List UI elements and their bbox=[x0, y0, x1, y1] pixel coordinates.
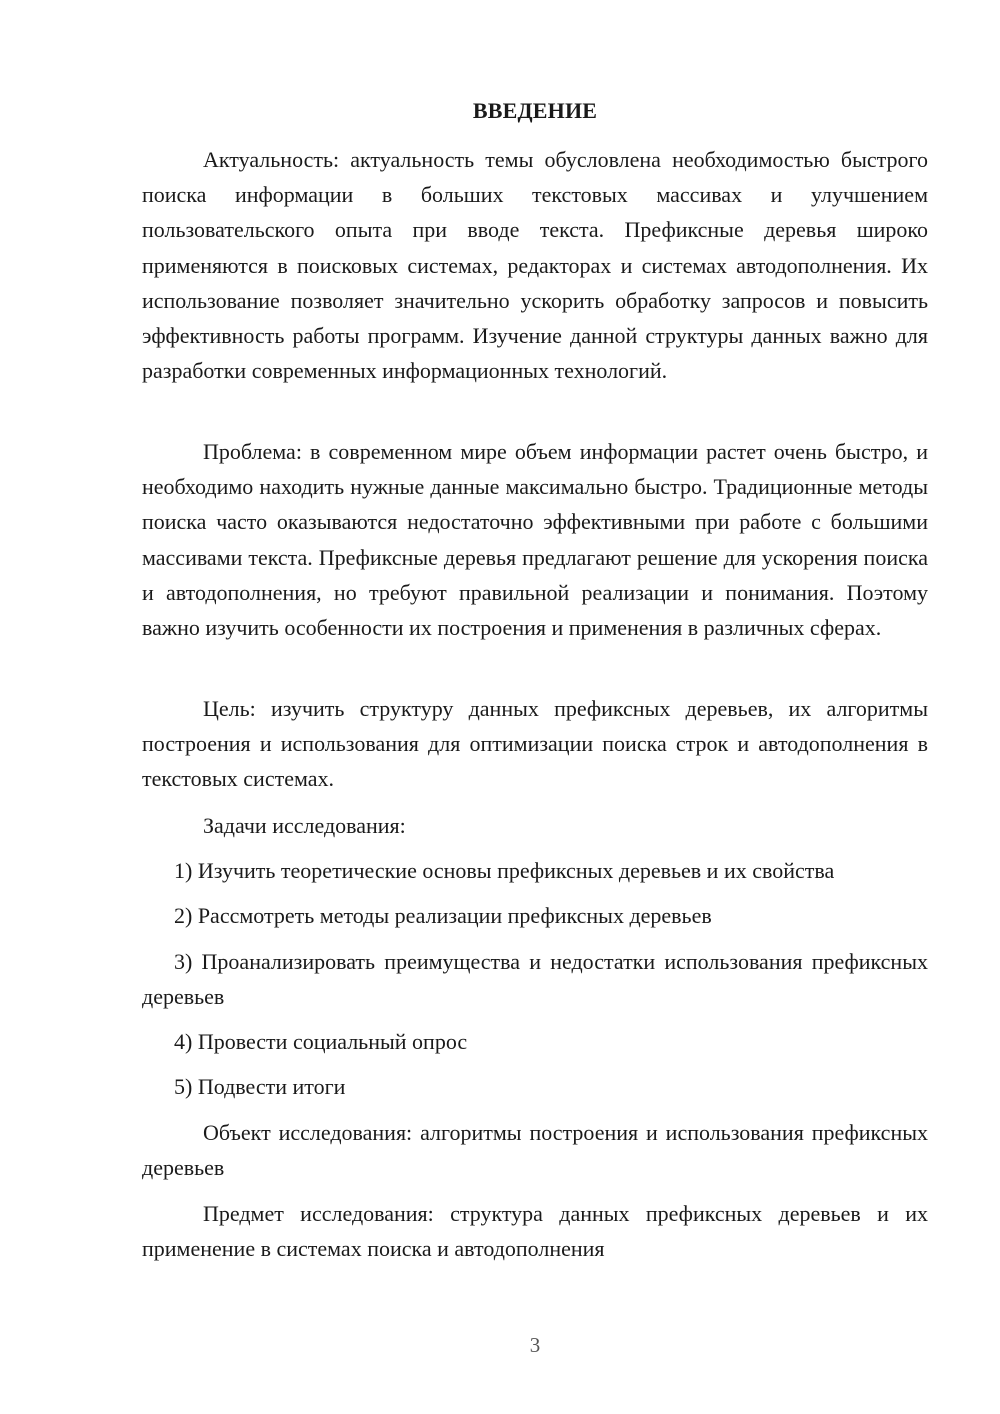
task-item-4: 4) Провести социальный опрос bbox=[174, 1029, 468, 1054]
task-item-3: 3) Проанализировать преимущества и недостатки использования префиксных деревьев bbox=[142, 949, 928, 1010]
tasks-heading: Задачи исследования: bbox=[203, 813, 406, 838]
subject-paragraph: Предмет исследования: структура данных префиксных деревьев и их применение в системах поиска и автодополнения bbox=[142, 1201, 928, 1262]
problem-paragraph: Проблема: в современном мире объем информации растет очень быстро, и необходимо находить нужные данные максимально быстро. Традиционные методы поиска часто оказываются недостаточно эффективными при работе с большими массивами текста. Префиксные деревья предлагают решение для ускорения поиска и автодополнения, но требуют правильной реализации и понимания. Поэтому важно изучить особенности их построения и применения в различных сферах. bbox=[142, 439, 928, 641]
task-item-2: 2) Рассмотреть методы реализации префиксных деревьев bbox=[174, 903, 712, 928]
page-number: 3 bbox=[529, 1333, 541, 1357]
page-title: ВВЕДЕНИЕ bbox=[472, 98, 598, 123]
goal-paragraph: Цель: изучить структуру данных префиксных деревьев, их алгоритмы построения и использования для оптимизации поиска строк и автодополнения в текстовых системах. bbox=[142, 696, 928, 792]
relevance-paragraph: Актуальность: актуальность темы обусловлена необходимостью быстрого поиска информации в больших текстовых массивах и улучшением пользовательского опыта при вводе текста. Префиксные деревья широко применяются в поисковых системах, редакторах и системах автодополнения. Их использование позволяет значительно ускорить обработку запросов и повысить эффективность работы программ. Изучение данной структуры данных важно для разработки современных информационных технологий. bbox=[142, 147, 928, 384]
task-item-1: 1) Изучить теоретические основы префиксных деревьев и их свойства bbox=[174, 858, 835, 883]
task-item-5: 5) Подвести итоги bbox=[174, 1074, 346, 1099]
object-paragraph: Объект исследования: алгоритмы построения и использования префиксных деревьев bbox=[142, 1120, 928, 1181]
